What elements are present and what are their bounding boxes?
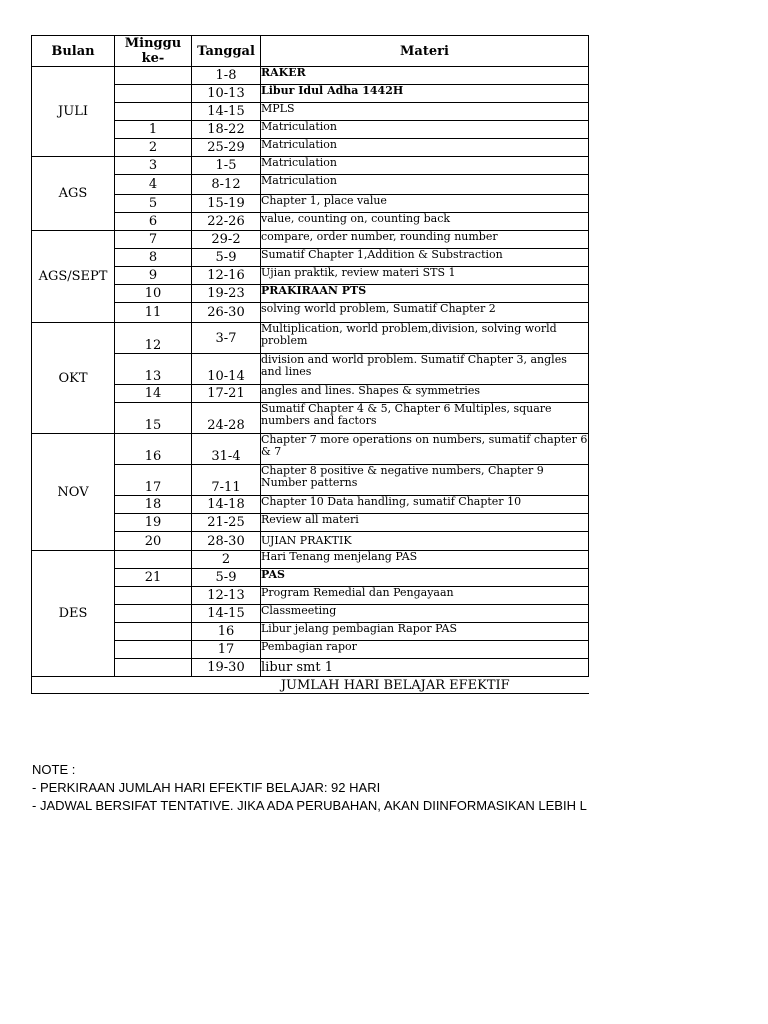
table-row <box>32 249 589 267</box>
materi-cell: division and world problem. Sumatif Chapter 3, angles and lines <box>261 354 589 385</box>
table-row <box>32 175 589 195</box>
table-row <box>32 623 589 641</box>
materi-cell: Chapter 1, place value <box>261 195 589 213</box>
date-cell: 26-30 <box>192 303 261 323</box>
date-cell: 7-11 <box>192 465 261 496</box>
materi-cell: Sumatif Chapter 4 & 5, Chapter 6 Multiples, square numbers and factors <box>261 403 589 434</box>
month-cell: DES <box>32 551 115 677</box>
table-row <box>32 303 589 323</box>
week-cell: 20 <box>115 532 192 551</box>
table-row <box>32 496 589 514</box>
table-row <box>32 195 589 213</box>
date-cell: 24-28 <box>192 403 261 434</box>
date-cell: 5-9 <box>192 569 261 587</box>
month-cell: JULI <box>32 67 115 157</box>
date-cell: 2 <box>192 551 261 569</box>
week-cell <box>115 641 192 659</box>
materi-cell: Classmeeting <box>261 605 589 623</box>
week-cell: 16 <box>115 434 192 465</box>
date-cell: 14-15 <box>192 605 261 623</box>
materi-cell: MPLS <box>261 103 589 121</box>
materi-cell: PRAKIRAAN PTS <box>261 285 589 303</box>
note-line: - JADWAL BERSIFAT TENTATIVE. JIKA ADA PERUBAHAN, AKAN DIINFORMASIKAN LEBIH L <box>32 798 587 813</box>
materi-cell: Matriculation <box>261 121 589 139</box>
table-row <box>32 587 589 605</box>
table-row <box>32 514 589 532</box>
month-cell: OKT <box>32 323 115 434</box>
table-row <box>32 231 589 249</box>
table-row <box>32 434 589 465</box>
table-row <box>32 285 589 303</box>
materi-cell: Matriculation <box>261 175 589 195</box>
materi-cell: Multiplication, world problem,division, solving world problem <box>261 323 589 354</box>
date-cell: 19-23 <box>192 285 261 303</box>
note-section <box>0 760 588 830</box>
month-cell: AGS/SEPT <box>32 231 115 323</box>
materi-cell: Sumatif Chapter 1,Addition & Substraction <box>261 249 589 267</box>
month-cell: NOV <box>32 434 115 551</box>
materi-cell: Hari Tenang menjelang PAS <box>261 551 589 569</box>
total-row <box>32 677 589 694</box>
date-cell: 1-8 <box>192 67 261 85</box>
table-row <box>32 267 589 285</box>
table-row <box>32 385 589 403</box>
header-minggu: Minggu ke- <box>115 36 192 67</box>
materi-cell: Chapter 10 Data handling, sumatif Chapter 10 <box>261 496 589 514</box>
materi-cell: Review all materi <box>261 514 589 532</box>
materi-cell: angles and lines. Shapes & symmetries <box>261 385 589 403</box>
week-cell: 8 <box>115 249 192 267</box>
table-row <box>32 659 589 677</box>
week-cell <box>115 85 192 103</box>
materi-cell: libur smt 1 <box>261 659 589 677</box>
table-row <box>32 551 589 569</box>
week-cell <box>115 605 192 623</box>
materi-cell: UJIAN PRAKTIK <box>261 532 589 551</box>
week-cell: 10 <box>115 285 192 303</box>
materi-cell: solving world problem, Sumatif Chapter 2 <box>261 303 589 323</box>
table-row <box>32 121 589 139</box>
table-row <box>32 605 589 623</box>
date-cell: 8-12 <box>192 175 261 195</box>
week-cell: 18 <box>115 496 192 514</box>
date-cell: 12-16 <box>192 267 261 285</box>
date-cell: 14-15 <box>192 103 261 121</box>
week-cell: 21 <box>115 569 192 587</box>
materi-cell: Libur jelang pembagian Rapor PAS <box>261 623 589 641</box>
week-cell: 13 <box>115 354 192 385</box>
date-cell: 17 <box>192 641 261 659</box>
materi-cell: Chapter 7 more operations on numbers, sumatif chapter 6 & 7 <box>261 434 589 465</box>
materi-cell: Ujian praktik, review materi STS 1 <box>261 267 589 285</box>
week-cell <box>115 551 192 569</box>
week-cell: 6 <box>115 213 192 231</box>
materi-cell: Pembagian rapor <box>261 641 589 659</box>
date-cell: 17-21 <box>192 385 261 403</box>
table-row <box>32 157 589 175</box>
note-line: - PERKIRAAN JUMLAH HARI EFEKTIF BELAJAR: 92 HARI <box>32 780 381 795</box>
date-cell: 1-5 <box>192 157 261 175</box>
week-cell: 19 <box>115 514 192 532</box>
materi-cell: PAS <box>261 569 589 587</box>
table-row <box>32 532 589 551</box>
week-cell: 9 <box>115 267 192 285</box>
table-row <box>32 139 589 157</box>
week-cell: 1 <box>115 121 192 139</box>
date-cell: 29-2 <box>192 231 261 249</box>
note-title: NOTE : <box>32 762 76 777</box>
date-cell: 16 <box>192 623 261 641</box>
week-cell <box>115 67 192 85</box>
schedule-table <box>31 35 589 694</box>
header-bulan: Bulan <box>32 36 115 67</box>
header-materi: Materi <box>261 36 589 67</box>
date-cell: 14-18 <box>192 496 261 514</box>
table-row <box>32 465 589 496</box>
materi-cell: Libur Idul Adha 1442H <box>261 85 589 103</box>
materi-cell: Program Remedial dan Pengayaan <box>261 587 589 605</box>
week-cell: 14 <box>115 385 192 403</box>
table-row <box>32 103 589 121</box>
table-row <box>32 85 589 103</box>
date-cell: 3-7 <box>192 323 261 354</box>
materi-cell: value, counting on, counting back <box>261 213 589 231</box>
week-cell <box>115 587 192 605</box>
date-cell: 25-29 <box>192 139 261 157</box>
week-cell: 15 <box>115 403 192 434</box>
materi-cell: RAKER <box>261 67 589 85</box>
week-cell <box>115 659 192 677</box>
date-cell: 28-30 <box>192 532 261 551</box>
table-row <box>32 213 589 231</box>
total-label: JUMLAH HARI BELAJAR EFEKTIF <box>32 677 589 694</box>
week-cell: 11 <box>115 303 192 323</box>
date-cell: 5-9 <box>192 249 261 267</box>
month-cell: AGS <box>32 157 115 231</box>
week-cell: 5 <box>115 195 192 213</box>
week-cell: 4 <box>115 175 192 195</box>
header-tanggal: Tanggal <box>192 36 261 67</box>
date-cell: 18-22 <box>192 121 261 139</box>
date-cell: 15-19 <box>192 195 261 213</box>
table-row <box>32 403 589 434</box>
header-row <box>32 36 589 67</box>
date-cell: 22-26 <box>192 213 261 231</box>
week-cell: 3 <box>115 157 192 175</box>
date-cell: 10-13 <box>192 85 261 103</box>
table-row <box>32 354 589 385</box>
date-cell: 19-30 <box>192 659 261 677</box>
week-cell: 2 <box>115 139 192 157</box>
date-cell: 31-4 <box>192 434 261 465</box>
table-row <box>32 641 589 659</box>
table-row <box>32 67 589 85</box>
date-cell: 10-14 <box>192 354 261 385</box>
table-row <box>32 323 589 354</box>
materi-cell: Matriculation <box>261 139 589 157</box>
week-cell: 17 <box>115 465 192 496</box>
materi-cell: compare, order number, rounding number <box>261 231 589 249</box>
week-cell <box>115 103 192 121</box>
week-cell: 7 <box>115 231 192 249</box>
date-cell: 21-25 <box>192 514 261 532</box>
materi-cell: Chapter 8 positive & negative numbers, Chapter 9 Number patterns <box>261 465 589 496</box>
materi-cell: Matriculation <box>261 157 589 175</box>
week-cell <box>115 623 192 641</box>
week-cell: 12 <box>115 323 192 354</box>
table-row <box>32 569 589 587</box>
date-cell: 12-13 <box>192 587 261 605</box>
